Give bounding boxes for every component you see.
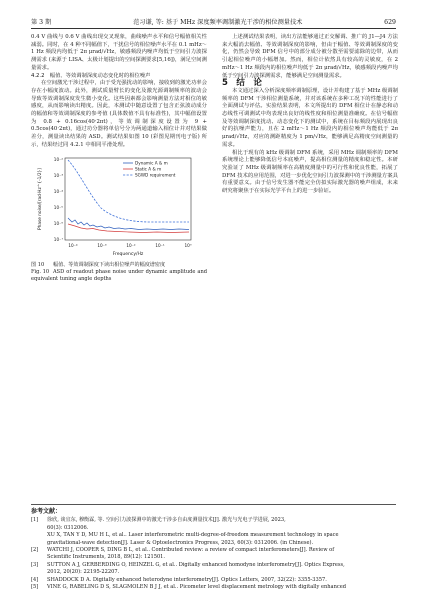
references	[31, 508, 396, 591]
y-tick-label: 10⁻²	[53, 156, 63, 162]
body-paragraph: 上述测试结果表明，读出方法能够通过正交解调、推广的 J1—J4 方法来大幅消去幅值、等效调制深度的影响，但由于幅值、等效调制深度的变化，仍然会导致 DFM 信号中的部分成分被分散至需要滤除的边带，从而引起相位噪声的小幅增加。然而，相位计依然具有较高的灵敏度，在 2 mHz～1 Hz 频段内的相位噪声均低于 2π μrad/√Hz，敏感频段内噪声均低于空间引力波探测需求，能够满足空间测量需求。	[222, 34, 398, 79]
reference-continuation: gravitational-wave detection[J]. Laser & Optoelectronics Progress, 2023, 60(3): 0312006. (in Chinese).	[47, 539, 314, 546]
figure-caption-cn	[31, 262, 207, 269]
reference-number: [2]	[31, 547, 39, 554]
body-paragraph: 在空间激光干涉过程中，由于受光强扰动的影响，接收到的激光功率会存在小幅度波动。此外，测试质量臂长的变化及激光源调制频率的波动会导致等效调制深度发生微小变化。这些因素都会影响测量方法对相位的敏感度，从而影响读出精度。因此，本测试中随意设置了包含正弦波动成分的幅值和等效调制深度的参考值 (具体数值不具有标准性)，其中幅值设置为 0.8 + 0.16cos(40·2πt)，等效调制深度设置为 9 + 0.5cos(40·2πt)，通过功分器将单信号分为两通道输入相位计并对结果做差分，测量读出结果的 ASD。测试结果如图 10 (彩图见期刊电子版) 所示，结果经过同 4.2.1 中相同平滑处理。	[31, 80, 207, 148]
body-paragraph: 本文通过深入分析深度频率调制原理，设计并构建了基于 MHz 级调制频率的 DFM 干涉相位测量系统，并对该系统在多种工况下的性能进行了全面测试与评估。实验结果表明，本文所提出的 DFM 相位计在静态和动态线性可调测试中均表现出良好的线性度和相位测量准确度。在信号幅值及等效调制深度扰动、动态变化下的测试中，系统在目标频段内展现出良好的抗噪声能力，且在 2 mHz～1 Hz 频段内的相位噪声均能低于 2π μrad/√Hz，对应的测距精度为 1 pm/√Hz，能够满足高精度空间测量的需求。	[222, 87, 398, 148]
y-tick-label: 10⁻⁶	[53, 220, 63, 226]
phase-noise-plot	[31, 152, 207, 262]
reference-continuation: 2012, 20(20): 22195-22207.	[47, 569, 120, 576]
figure-caption-en	[31, 269, 207, 283]
reference-text: 徐欣, 谈宜东, 穆衡霖, 等. 空间引力波探测中的激光干涉多自由度测量技术[J]. 激光与光电子学进展, 2023,	[47, 517, 286, 524]
reference-item	[31, 577, 396, 584]
caption-text: 幅值、等效调制深度下读出相位噪声的幅度谱密度	[53, 261, 166, 268]
y-tick-label: 10⁻⁵	[53, 204, 63, 210]
reference-item	[31, 584, 396, 591]
reference-text: SUTTON A J, GERBERDING O, HEINZEL G, et al.. Digitally enhanced homodyne interferometry[J]. Optics Express,	[47, 561, 345, 568]
body-paragraph: 相比于现有的 kHz 级调制 DFM 系统，采用 MHz 调制频率的 DFM 系统理论上能够降低信号本底噪声，提高相位测量的精度和稳定性。本研究验证了 MHz 级调制频率在高精度测量中的可行性和优良性能，拓展了 DFM 技术的应用范围，对进一步优化空间引力波探测中的干涉测量方案具有重要意义。由于信号发生器不能完全仿拟实际激光器的噪声组成，未来研究将聚焦于在实际光学平台上的进一步验证。	[222, 149, 398, 195]
header-rule	[31, 28, 396, 29]
reference-item	[31, 532, 396, 539]
page-number: 629	[384, 19, 396, 26]
y-axis-label: Phase noise/[rad·Hz^{-1/2}]	[38, 167, 43, 230]
reference-number: [3]	[31, 561, 39, 568]
reference-text: SHADDOCK D A. Digitally enhanced heterodyne interferometry[J]. Optics Letters, 2007, 32(22): 3355-3357.	[47, 576, 327, 583]
right-column	[222, 34, 398, 196]
references-rule	[31, 504, 396, 505]
x-tick-label: 10⁻⁴	[68, 242, 78, 248]
reference-continuation: Scientific Instruments, 2018, 89(12): 121501.	[47, 554, 166, 561]
figure-10	[31, 152, 207, 262]
caption-text: ASD of readout phase noise under dynamic amplitude and equivalent tuning angle depths	[31, 268, 207, 282]
left-column	[31, 34, 207, 283]
legend-label: Dynamic A & m	[135, 160, 168, 166]
y-tick-label: 10⁻⁴	[53, 188, 63, 194]
x-tick-labels	[68, 243, 191, 248]
y-tick-labels	[54, 157, 64, 242]
legend-label: Static A & m	[135, 166, 162, 172]
x-tick-label: 10⁰	[184, 242, 192, 248]
reference-item	[31, 517, 396, 524]
x-tick-label: 10⁻³	[97, 242, 107, 248]
reference-number: [1]	[31, 517, 39, 524]
caption-label: 图 10	[31, 261, 45, 268]
issue-number: 第 3 期	[31, 19, 52, 26]
running-title: 范习谦, 等: 基于 MHz 深度频率调制激光干涉的相位测量技术	[133, 19, 303, 26]
section-heading: 5 结 论	[222, 78, 262, 89]
reference-number: [4]	[31, 576, 39, 583]
caption-label: Fig. 10	[31, 268, 50, 275]
legend-label: SGWD requirement	[135, 172, 176, 178]
reference-continuation: 60(3): 0312006.	[47, 524, 89, 531]
reference-number: [5]	[31, 584, 39, 591]
references-title: 参考文献：	[31, 508, 62, 515]
subsection-heading: 4.2.2 幅值、等效调制深度动态变化时的相位噪声	[31, 72, 151, 79]
y-tick-label: 10⁻⁷	[53, 236, 63, 242]
reference-number	[31, 532, 47, 539]
x-tick-label: 10⁻¹	[155, 242, 165, 248]
reference-text: XU X, TAN Y D, MU H L, et al.. Laser interferometric multi-degree-of-freedom measurement technology in space	[47, 532, 339, 539]
reference-text: VINE G, RABELING D S, SLAGMOLEN B J J, et al.. Picometer level displacement metrology with digitally enhanced	[47, 584, 347, 591]
x-axis-label: Frequency/Hz	[112, 251, 144, 257]
reference-text: WATCHI J, COOPER S, DING B L, et al.. Contributed review: a review of compact interferometers[J]. Review of	[47, 547, 335, 554]
y-tick-label: 10⁻³	[53, 172, 63, 178]
running-header	[31, 12, 396, 26]
body-paragraph: 0.4 V 曲线与 0.6 V 曲线出现交叉现象，曲线噪声水平和信号幅值相关性减弱。同时，在 4 种不同幅值下，干扰信号的相位噪声水平在 0.1 mHz～1 Hz 频段内均低于 2π μrad/√Hz，敏感频段内噪声均低于空间引力波探测需求 (来源于 LISA、太极计划提出的空间探测要求[5,16])，满足空间测量需求。	[31, 34, 207, 71]
x-tick-label: 10⁻²	[126, 242, 136, 248]
plot-frame	[65, 158, 191, 240]
